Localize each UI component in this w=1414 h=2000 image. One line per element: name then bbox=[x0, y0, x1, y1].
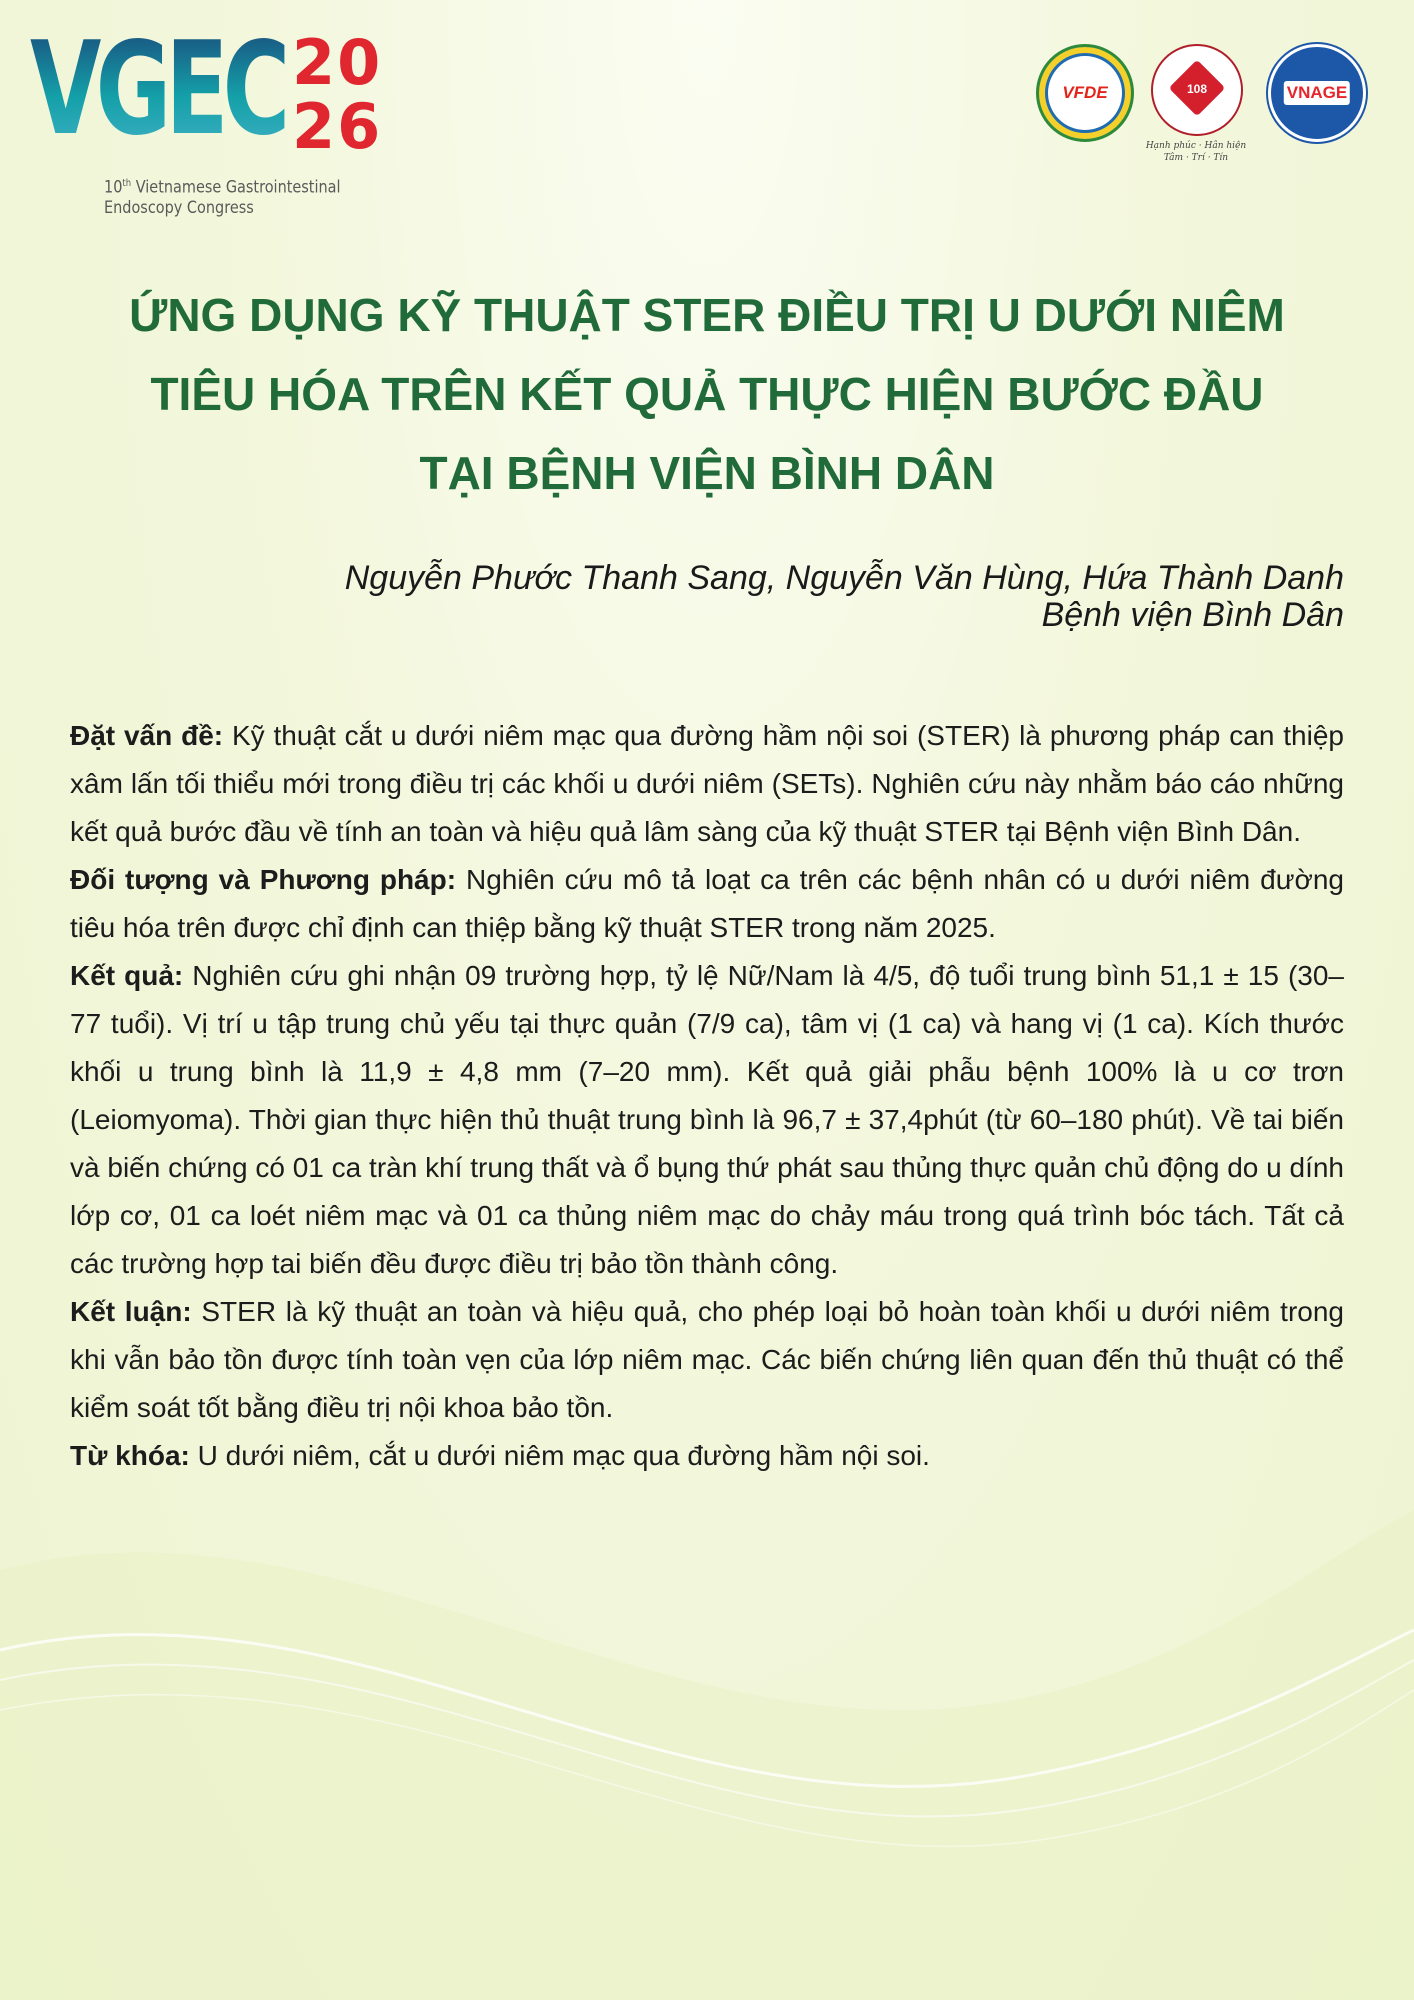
abstract bbox=[70, 712, 1344, 1480]
logo-sub-ordinal: 10 bbox=[104, 177, 123, 198]
vfde-logo bbox=[1036, 44, 1134, 142]
partner-logos bbox=[1036, 44, 1366, 164]
logo-year-top: 20 bbox=[292, 26, 383, 99]
abstract-keywords bbox=[70, 1432, 1344, 1480]
methods-text: Nghiên cứu mô tả loạt ca trên các bệnh nhân có u dưới niêm đường tiêu hóa trên được chỉ định can thiệp bằng kỹ thuật STER trong năm 2025. bbox=[70, 864, 1344, 943]
authors-block bbox=[345, 560, 1344, 634]
motto-line2: Tâm · Trí · Tín bbox=[1163, 153, 1229, 163]
title-line1: ỨNG DỤNG KỸ THUẬT STER ĐIỀU TRỊ U DƯỚI NIÊM bbox=[129, 289, 1285, 341]
conclusion-label: Kết luận: bbox=[70, 1296, 192, 1327]
logo-sub-suffix: th bbox=[122, 178, 132, 189]
logo-year bbox=[292, 26, 432, 163]
author-names: Nguyễn Phước Thanh Sang, Nguyễn Văn Hùng, Hứa Thành Danh bbox=[344, 559, 1344, 597]
vgec-2026-logo bbox=[30, 15, 430, 222]
background-waves bbox=[0, 1450, 1414, 2000]
hospital-108-motto bbox=[1144, 140, 1248, 164]
logo-vgec-text: VGEC bbox=[30, 15, 285, 164]
hospital-108-number: 108 bbox=[1186, 82, 1208, 96]
methods-label: Đối tượng và Phương pháp: bbox=[70, 864, 457, 895]
keywords-text: U dưới niêm, cắt u dưới niêm mạc qua đường hầm nội soi. bbox=[189, 1440, 930, 1471]
motto-line1: Hạnh phúc · Hân hiện bbox=[1145, 141, 1247, 151]
vnage-logo bbox=[1268, 44, 1366, 142]
results-label: Kết quả: bbox=[70, 960, 184, 991]
abstract-results bbox=[70, 952, 1344, 1288]
background-label: Đặt vấn đề: bbox=[70, 720, 224, 751]
logo-sub-line1: Vietnamese Gastrointestinal bbox=[135, 177, 341, 198]
logo-year-bottom: 26 bbox=[292, 90, 383, 163]
vnage-text: VNAGE bbox=[1284, 81, 1350, 105]
results-text: Nghiên cứu ghi nhận 09 trường hợp, tỷ lệ Nữ/Nam là 4/5, độ tuổi trung bình 51,1 ± 15 (30–77 tuổi). Vị trí u tập trung chủ yếu tại thực quản (7/9 ca), tâm vị (1 ca) và hang vị (1 ca). Kích thước khối u trung bình là 11,9 ± 4,8 mm (7–20 mm). Kết quả giải phẫu bệnh 100% là u cơ trơn (Leiomyoma). Thời gian thực hiện thủ thuật trung bình là 96,7 ± 37,4phút (từ 60–180 phút). Về tai biến và biến chứng có 01 ca tràn khí trung thất và ổ bụng thứ phát sau thủng thực quản chủ động do u dính lớp cơ, 01 ca loét niêm mạc và 01 ca thủng niêm mạc do chảy máu trong quá trình bóc tách. Tất cả các trường hợp tai biến đều được điều trị bảo tồn thành công. bbox=[70, 960, 1345, 1279]
logo-sub-line2: Endoscopy Congress bbox=[104, 197, 254, 218]
abstract-conclusion bbox=[70, 1288, 1344, 1432]
background-text: Kỹ thuật cắt u dưới niêm mạc qua đường hầm nội soi (STER) là phương pháp can thiệp xâm lấn tối thiểu mới trong điều trị các khối u dưới niêm (SETs). Nghiên cứu này nhằm báo cáo những kết quả bước đầu về tính an toàn và hiệu quả lâm sàng của kỹ thuật STER tại Bệnh viện Bình Dân. bbox=[70, 720, 1344, 847]
keywords-label: Từ khóa: bbox=[70, 1440, 190, 1471]
abstract-methods bbox=[70, 856, 1344, 952]
title-line3: TẠI BỆNH VIỆN BÌNH DÂN bbox=[419, 447, 995, 499]
title-line2: TIÊU HÓA TRÊN KẾT QUẢ THỰC HIỆN BƯỚC ĐẦU bbox=[150, 368, 1264, 420]
logo-subtitle bbox=[104, 174, 341, 218]
author-affiliation: Bệnh viện Bình Dân bbox=[1041, 596, 1344, 634]
conclusion-text: STER là kỹ thuật an toàn và hiệu quả, cho phép loại bỏ hoàn toàn khối u dưới niêm trong khi vẫn bảo tồn được tính toàn vẹn của lớp niêm mạc. Các biến chứng liên quan đến thủ thuật có thể kiểm soát tốt bằng điều trị nội khoa bảo tồn. bbox=[70, 1296, 1344, 1423]
paper-title bbox=[70, 276, 1344, 513]
vfde-text: VFDE bbox=[1062, 83, 1108, 102]
abstract-background bbox=[70, 712, 1344, 856]
hospital-108-logo bbox=[1151, 44, 1243, 136]
